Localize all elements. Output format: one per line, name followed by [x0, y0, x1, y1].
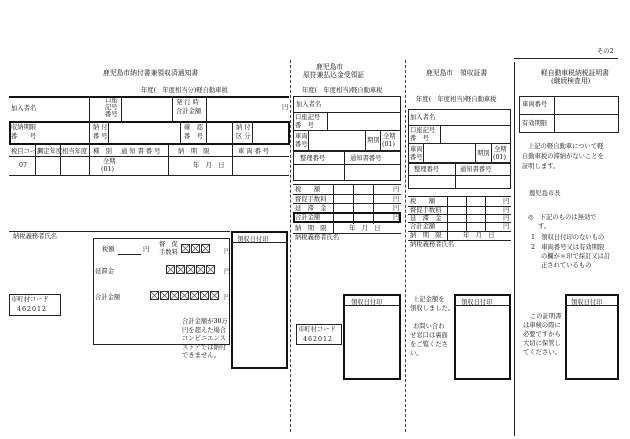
- rule: [252, 121, 253, 145]
- crossed-box: [186, 265, 195, 274]
- rule: [172, 96, 173, 121]
- sec3-stamp-box: [454, 294, 511, 380]
- rule: [108, 121, 109, 145]
- sec4-note-5: てください。: [523, 349, 561, 356]
- city-code-label: 市町村コード: [11, 296, 49, 303]
- total-label: 合計金額: [95, 294, 121, 301]
- sec4-invalid-item-2c: 正されているもの: [541, 262, 592, 269]
- rule: [454, 305, 511, 306]
- sec4-note-3: 必要ですから: [523, 331, 561, 338]
- sec2-city-code-value: 462012: [303, 336, 334, 343]
- rule: [475, 143, 476, 163]
- sec4-stamp-box: [565, 294, 619, 380]
- crossed-box: [170, 291, 179, 300]
- sec4-invalid-item-1: 1 領収日付印のないもの: [531, 234, 605, 241]
- sec4-plate-label: 車両番号: [522, 101, 548, 108]
- sec3-row-arrears: 督促手数料: [410, 207, 442, 214]
- rule: [293, 194, 401, 195]
- crossed-box: [181, 244, 190, 253]
- sec3-payer-label: 加入者名: [410, 114, 436, 121]
- rule: [168, 145, 169, 175]
- rule: [231, 242, 288, 243]
- crossed-box: [206, 265, 215, 274]
- sec2-account-label-2: 番 号: [295, 122, 314, 129]
- rule: [121, 96, 122, 121]
- payer-label: 加入者名: [11, 105, 37, 112]
- rule: [353, 184, 354, 224]
- sec4-body-2: 自動車税の滞納がないことを: [522, 153, 604, 160]
- rule: [35, 145, 36, 175]
- hdr-equiv-year: 相当年度: [62, 148, 88, 155]
- sec4-mayor: 鹿児島市長: [529, 190, 561, 197]
- rule: [9, 96, 289, 98]
- rule: [293, 164, 401, 165]
- confirm-label-1: 確 認: [184, 124, 203, 131]
- due-date-format: 年 月 日: [193, 162, 225, 169]
- arrears-label-1: 督 促: [159, 241, 178, 248]
- hdr-due: 納 期 限: [178, 148, 210, 155]
- sec4-note-2: は車検の際に: [523, 322, 561, 329]
- yen-unit: 円: [503, 215, 510, 222]
- issue-label-2: 合計金額: [176, 108, 202, 115]
- account-label-1: 口座: [105, 97, 118, 104]
- sec3-row-due: 納 期 限: [410, 232, 442, 239]
- sec3-note-4: せ窓口は裏面: [410, 332, 448, 339]
- rule: [232, 121, 233, 145]
- sec3-row-delay: 延 滞 金: [410, 215, 442, 222]
- sec2-period-label: 期別: [367, 137, 380, 144]
- rule: [408, 175, 511, 176]
- rule: [9, 175, 289, 176]
- tax-amount-label: 税額: [102, 246, 115, 253]
- crossed-box: [180, 291, 189, 300]
- crossed-box: [190, 291, 199, 300]
- rule: [565, 305, 619, 306]
- sec2-city-code-label: 市町村コード: [298, 326, 336, 333]
- convenience-note: 合計金額が30万円を超えた場合コンビニエンスストアでは納付できません。: [182, 318, 228, 359]
- yen-unit: 円: [503, 223, 510, 230]
- sec2-row-total: 合計金額: [295, 214, 321, 221]
- tax-class-label-1: 納 付: [236, 124, 251, 131]
- rule: [180, 121, 181, 145]
- sec4-invalid-item-2a: 2 車両番号又は有効期限: [531, 244, 605, 251]
- sec4-invalid-heading-2: す。: [538, 223, 551, 230]
- rule: [455, 163, 456, 189]
- sec3-full-period-code: (01): [493, 154, 506, 161]
- deadline-label-1: 収納期限: [11, 124, 37, 131]
- sec4-title-2: (継続検査用): [551, 77, 591, 85]
- sec3-row-total: 合計金額: [410, 223, 436, 230]
- sec3-account-label-2: 番 号: [410, 135, 429, 142]
- sec2-subtitle: 年度( 年度相当)軽自動車税: [302, 87, 383, 94]
- page-number: その2: [597, 48, 614, 55]
- sec4-note-1: この証明書: [530, 313, 562, 320]
- receipt-stamp-label: 領収日付印: [237, 236, 269, 243]
- rule: [9, 231, 230, 232]
- sec3-note-2: 領収しました。: [410, 305, 455, 312]
- yen-unit: 円: [224, 248, 231, 255]
- deadline-label-2: 番 号: [11, 133, 37, 140]
- crossed-box: [210, 291, 219, 300]
- arrears-label-2: 手数料: [159, 249, 178, 256]
- rule: [293, 112, 401, 113]
- rule: [293, 130, 401, 131]
- sec4-invalid-item-2b: の欄が＊印で採訂又は訂: [541, 253, 611, 260]
- tax-code-value: 07: [19, 162, 28, 169]
- rule: [89, 96, 90, 121]
- sec2-row-tax: 税 額: [295, 186, 321, 193]
- rule: [380, 130, 381, 151]
- rule: [440, 125, 441, 143]
- rule: [60, 145, 61, 175]
- sec4-body-3: 証明します。: [522, 163, 560, 170]
- sec3-plate-label-2: 番号: [410, 154, 423, 161]
- payment-no-label-2: 番 号: [93, 133, 108, 140]
- yen-unit: 円: [393, 214, 400, 221]
- sec2-ref-label: 整理番号: [300, 155, 326, 162]
- yen-unit: 円: [393, 186, 400, 193]
- sec2-plate-label-2: 番号: [295, 141, 308, 148]
- crossed-box: [150, 291, 159, 300]
- sec2-full-period: 全期: [383, 133, 396, 140]
- sec1-subtitle: 年度( 年度相当分)軽自動車税: [141, 87, 228, 94]
- sec2-row-due: 納 期 限: [295, 225, 327, 232]
- yen-unit: 円: [393, 196, 400, 203]
- perforation-line-2: [405, 60, 406, 432]
- sec3-account-label-1: 口座記号: [410, 127, 436, 134]
- hdr-year: 調定年度: [37, 148, 63, 155]
- sec1-title: 鹿児島市納付書兼領収済通知書: [103, 69, 199, 77]
- rule: [344, 151, 345, 181]
- sec2-stamp-label: 領収日付印: [351, 299, 383, 306]
- payment-no-label-1: 納 付: [93, 124, 108, 131]
- sec4-stamp-label: 領収日付印: [571, 299, 603, 306]
- hdr-tax-code: 税目コード: [11, 148, 43, 155]
- rule: [343, 305, 401, 306]
- sec4-body-1: 上記の軽自動車について軽: [528, 143, 604, 150]
- sec3-note-5: をご覧くださ: [410, 341, 448, 348]
- rule: [232, 145, 233, 175]
- sec2-title-2: 原符兼払込金受領証: [303, 71, 365, 79]
- sec2-notice-label: 通知書番号: [350, 155, 382, 162]
- hdr-plate: 車 両 番 号: [238, 148, 270, 155]
- sec3-stamp-label: 領収日付印: [461, 299, 493, 306]
- sec3-taxpayer-name: 納税義務者氏名: [410, 241, 455, 248]
- crossed-box: [201, 244, 210, 253]
- sec2-title-1: 鹿児島市: [316, 63, 344, 71]
- crossed-box: [166, 265, 175, 274]
- crossed-box: [196, 265, 205, 274]
- sec4-title-1: 軽自動車税納税証明書: [541, 69, 609, 77]
- yen-unit: 円: [503, 207, 510, 214]
- sec3-subtitle: 年度( 年度相当)軽自動車税: [416, 96, 497, 103]
- rule: [293, 184, 401, 185]
- sec2-taxpayer-name: 納税義務者氏名: [295, 234, 340, 241]
- separator-line: [514, 62, 515, 436]
- sec2-row-arrears: 督促手数料: [295, 196, 327, 203]
- sec3-note-6: い。: [410, 350, 423, 357]
- hdr-class: 種 別: [93, 148, 112, 155]
- confirm-label-2: 番 号: [184, 133, 203, 140]
- sec3-plate-label-1: 車両: [410, 146, 423, 153]
- rule: [206, 121, 207, 145]
- issue-label-1: 発 行 時: [176, 99, 199, 106]
- sec3-full-period: 全期: [494, 146, 507, 153]
- sec3-title: 鹿児島市 領収証書: [426, 69, 488, 77]
- rule: [373, 184, 374, 224]
- sec2-payer-label: 加入者名: [296, 101, 322, 108]
- rule: [423, 143, 424, 163]
- rule: [365, 130, 366, 151]
- sec3-note-3: お問い合わ: [413, 323, 445, 330]
- crossed-box: [176, 265, 185, 274]
- sec3-period-label: 期別: [477, 150, 490, 157]
- rule: [293, 203, 401, 204]
- sec3-row-tax: 税 額: [410, 198, 436, 205]
- tax-class-label-2: 区 分: [236, 133, 251, 140]
- sec4-valid-label: 有効期限: [522, 120, 548, 127]
- sec2-stamp-box: [343, 294, 401, 380]
- sec4-note-4: 大切に保管し: [523, 340, 561, 347]
- rule: [327, 112, 328, 130]
- rule: [447, 196, 448, 240]
- sec3-ref-label: 整理番号: [414, 166, 440, 173]
- yen-unit: 円: [282, 104, 289, 111]
- hdr-notice-no: 通 知 書 番 号: [121, 148, 161, 155]
- rule: [9, 156, 289, 157]
- yen-unit: 円: [503, 198, 510, 205]
- crossed-box: [200, 291, 209, 300]
- rule: [89, 121, 90, 145]
- yen-unit: 円: [224, 268, 231, 275]
- delay-label: 延滞金: [95, 268, 114, 275]
- rule: [519, 114, 619, 115]
- rule: [466, 196, 467, 231]
- receipt-stamp-box: [231, 231, 288, 369]
- rule: [89, 145, 90, 175]
- crossed-box: [160, 291, 169, 300]
- rule: [408, 125, 511, 126]
- yen-unit: 円: [224, 294, 231, 301]
- sec2-plate-label-1: 車両: [295, 133, 308, 140]
- account-label-2: 記号: [105, 104, 118, 111]
- top-rule: [514, 58, 618, 59]
- yen-unit: 円: [143, 246, 150, 253]
- rule: [308, 130, 309, 151]
- sec2-full-period-code: (01): [382, 141, 395, 148]
- rule: [333, 184, 334, 233]
- yen-unit: 円: [393, 205, 400, 212]
- sec3-notice-label: 通知書番号: [460, 166, 492, 173]
- perforation-line-1: [290, 60, 291, 432]
- rule: [408, 196, 511, 197]
- full-period: 全期: [103, 158, 116, 165]
- rule: [118, 254, 141, 255]
- city-code-value: 462012: [17, 306, 48, 313]
- account-label-3: 番号: [105, 111, 118, 118]
- rule: [206, 96, 207, 121]
- rule: [491, 143, 492, 163]
- crossed-box: [191, 244, 200, 253]
- sec2-account-label-1: 口座記号: [295, 114, 321, 121]
- taxpayer-name-label: 納税義務者氏名: [13, 233, 58, 240]
- sec4-invalid-heading: ◎ 下記のものは無効で: [528, 214, 597, 221]
- sec2-row-delay: 延 滞 金: [295, 205, 327, 212]
- sec3-date-tail: 年 月 日: [463, 232, 495, 239]
- sec2-date-tail: 年 月 日: [349, 225, 381, 232]
- rule: [485, 196, 486, 231]
- sec3-note-1: 上記金額を: [413, 296, 445, 303]
- full-period-code: (01): [101, 166, 114, 173]
